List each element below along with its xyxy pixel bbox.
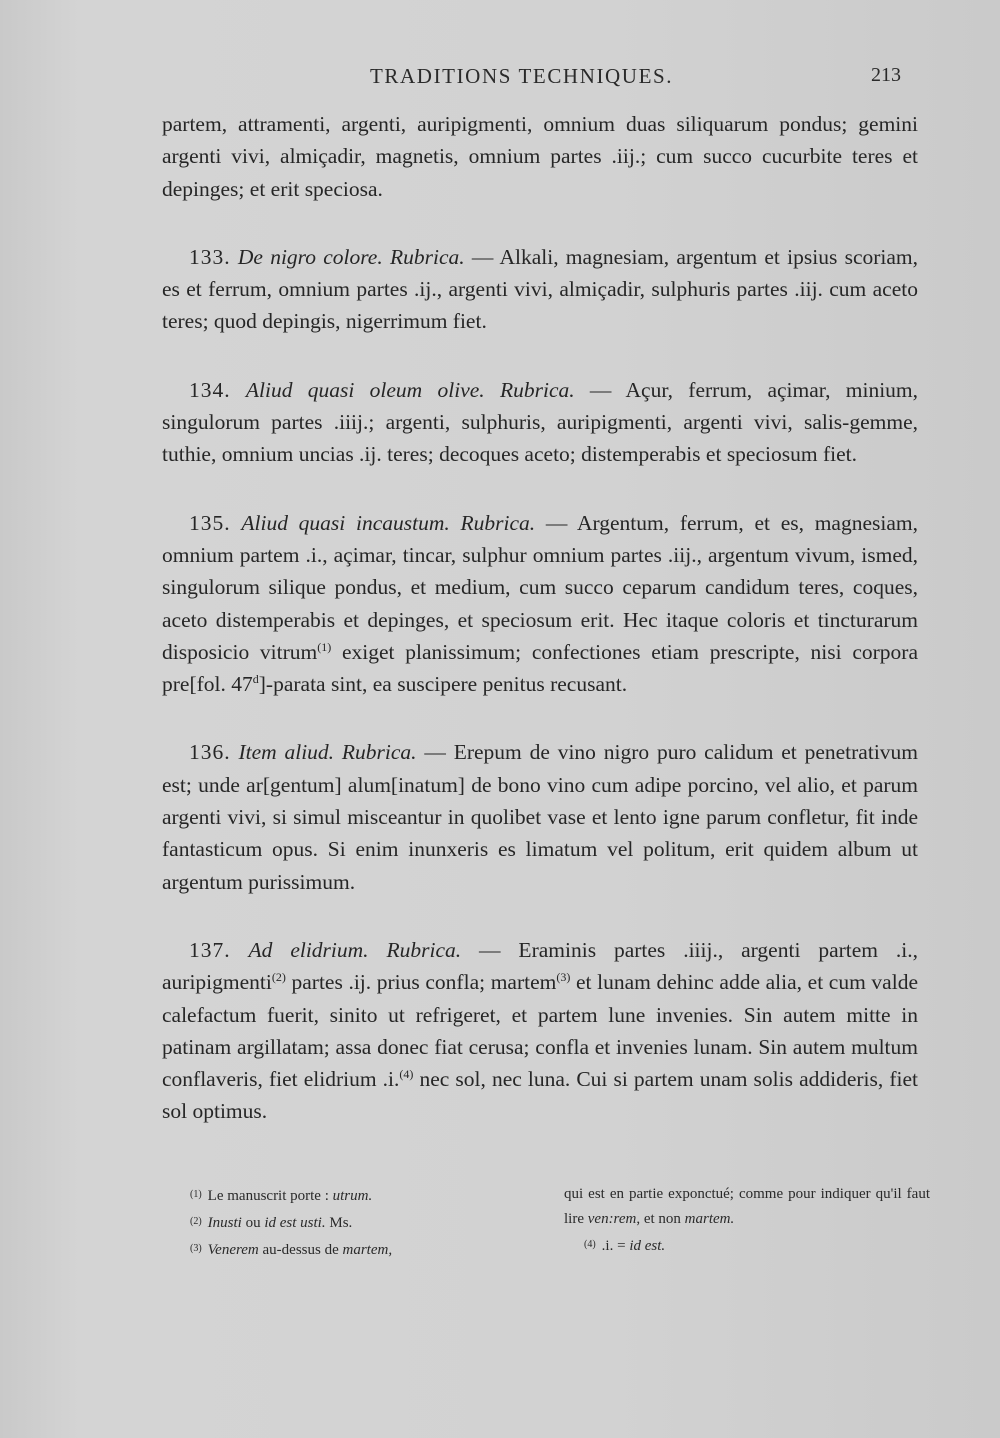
paragraph-text: — Açur, ferrum, açimar, minium, singulorum partes .iiij.; argenti, sulphuris, auripigmenti, argenti vivi, salis-gemme, tuthie, omnium uncias .ij. teres; decoques aceto; distemperabis et speciosum fiet.	[162, 377, 919, 467]
paragraph-text: ]-parata sint, ea suscipere penitus recusant.	[258, 672, 628, 697]
main-text	[162, 108, 918, 1164]
paragraph-number: 136.	[189, 740, 231, 765]
footnote-1	[190, 1182, 540, 1209]
footnote-italic: martem.	[684, 1211, 735, 1227]
footnote-2	[190, 1209, 540, 1236]
footnote-ref-3[interactable]: (3)	[556, 970, 571, 985]
paragraph-text: et lunam dehinc adde alia, et cum valde calefactum fuerit, sinito ut refrigeret, et partem lune invenies. Sin autem mitte in patinam argillatam; assa donec fiat cerusa; confla et invenies lunam. Sin autem multum conflaveris, fiet elidrium .i.	[162, 970, 918, 1092]
footnote-ref-1[interactable]: (1)	[317, 639, 332, 654]
paragraph-number: 134.	[189, 377, 231, 402]
rubric-label: Rubrica.	[389, 244, 465, 269]
footnote-text: au-dessus de	[258, 1242, 343, 1258]
footnote-italic: martem,	[342, 1242, 393, 1258]
footnote-4	[564, 1232, 930, 1259]
paragraph-number: 133.	[189, 244, 231, 269]
paragraph-text: partes .ij. prius confla; martem	[285, 970, 557, 995]
footnote-text: ou	[241, 1215, 265, 1231]
footnote-italic: id est usti.	[264, 1215, 326, 1231]
paragraph-text: — Eraminis partes .iiij., argenti partem .i., auripigmenti	[162, 937, 919, 995]
paragraph-text: — Alkali, magnesiam, argentum et ipsius scoriam, es et ferrum, omnium partes .ij., argenti vivi, almiçadir, sulphuris partes .iij. cum aceto teres; quod depingis, nigerrimum fiet.	[162, 244, 919, 334]
paragraph-text: nec sol, nec luna. Cui si partem unam solis addideris, fiet sol optimus.	[162, 1067, 918, 1124]
paragraph-text: partem, attramenti, argenti, auripigmenti, omnium duas siliquarum pondus; gemini argenti vivi, almiçadir, magnetis, omnium partes .iij.; cum succo cucurbite teres et depinges; et erit speciosa.	[162, 112, 918, 201]
footnote-ref-4[interactable]: (4)	[399, 1066, 414, 1081]
paragraph-text: — Argentum, ferrum, et es, magnesiam, omnium partem .i., açimar, tincar, sulphur omnium partes .iij., argentum vivum, ismed, singulorum silique pondus, et medium, cum succo ceparum candidum teres, coques, aceto distemperabis et depinges, et speciosum erit. Hec itaque coloris et tincturarum disposicio vitrum	[162, 510, 918, 664]
paragraph-title: Item aliud.	[238, 740, 335, 765]
footnote-text: Le manuscrit porte :	[207, 1188, 333, 1204]
paragraph-title: Ad elidrium.	[248, 937, 369, 962]
paragraph-number: 137.	[189, 937, 231, 962]
footnote-marker: (4)	[584, 1239, 596, 1250]
paragraph-number: 135.	[189, 510, 231, 535]
paragraph-137	[162, 934, 918, 1128]
folio-superscript: d	[252, 672, 259, 686]
paragraph-136	[162, 736, 918, 897]
running-title: TRADITIONS TECHNIQUES.	[370, 64, 674, 88]
rubric-label: Rubrica.	[460, 510, 536, 535]
rubric-label: Rubrica.	[341, 740, 417, 765]
footnote-ref-2[interactable]: (2)	[271, 970, 286, 985]
footnote-italic: id est.	[629, 1238, 666, 1254]
footnote-text: , et non	[636, 1211, 685, 1227]
footnote-italic: Venerem	[207, 1242, 259, 1258]
rubric-label: Rubrica.	[386, 937, 462, 962]
page-number: 213	[871, 64, 901, 86]
footnote-3-continued	[564, 1182, 930, 1232]
paragraph-text: — Erepum de vino nigro puro calidum et penetrativum est; unde ar[gentum] alum[inatum] de bono vino cum adipe porcino, vel alio, et parum argenti vivi, si simul misceantur in quolibet vase et lento igne parum confletur, fit inde fantasticum opus. Si enim inunxeris es limatum vel politum, erit quidem album ut argentum purissimum.	[162, 740, 919, 894]
footnote-text: qui est en partie exponctué; comme pour indiquer qu'il faut lire	[564, 1186, 930, 1227]
paragraph-text: exiget planissimum; confectiones etiam prescripte, nisi corpora pre[fol. 47	[162, 639, 919, 697]
paragraph-title: Aliud quasi oleum olive.	[245, 377, 485, 402]
paragraph-continuation	[162, 108, 918, 205]
paragraph-title: Aliud quasi incaustum.	[241, 510, 450, 535]
running-header	[0, 64, 1000, 100]
footnotes-column-left	[190, 1182, 540, 1263]
paragraph-title: De nigro colore.	[237, 244, 383, 269]
footnotes-column-right	[564, 1182, 930, 1259]
footnote-italic: ven:rem	[587, 1211, 637, 1227]
footnote-marker: (3)	[190, 1243, 202, 1254]
footnote-text: .i. =	[601, 1238, 630, 1254]
footnote-italic: Inusti	[207, 1215, 242, 1231]
footnote-italic: utrum.	[332, 1188, 373, 1204]
footnote-text: Ms.	[325, 1215, 353, 1231]
footnote-3	[190, 1236, 540, 1263]
paragraph-135	[162, 507, 918, 701]
rubric-label: Rubrica.	[499, 377, 575, 402]
paragraph-133	[162, 241, 918, 338]
footnote-marker: (2)	[190, 1216, 202, 1227]
footnote-marker: (1)	[190, 1189, 202, 1200]
paragraph-134	[162, 374, 918, 471]
